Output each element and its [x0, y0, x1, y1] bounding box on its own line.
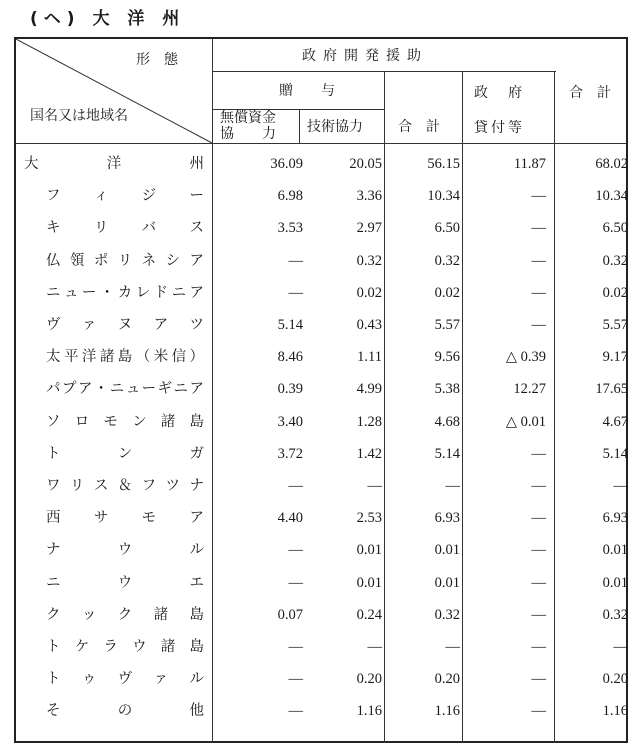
row-name: キ リ バ ス [46, 220, 204, 237]
cell-loan: 12.27 [513, 381, 546, 398]
cell-subtotal: 0.32 [434, 252, 460, 269]
col-divider-subtotal [462, 71, 463, 743]
cell-grant-aid: 36.09 [270, 156, 303, 172]
cell-total: 17.65 [595, 381, 628, 398]
row-name: パ プ ア ・ ニ ュ ー ギ ニ ア [46, 381, 204, 398]
cell-subtotal: 5.14 [434, 445, 460, 462]
header-grantaid-l1: 無償資金 [220, 110, 276, 126]
col-divider-loan [554, 71, 555, 743]
col-divider-name [212, 39, 213, 743]
cell-tech: — [367, 639, 382, 655]
header-diagonal [16, 39, 214, 145]
cell-total: 0.32 [602, 606, 628, 623]
row-name: そ の 他 [46, 703, 204, 720]
header-loan-l2: 貸付等 [474, 120, 525, 136]
cell-tech: 20.05 [349, 156, 382, 172]
cell-subtotal: 0.32 [434, 606, 460, 623]
cell-grant-aid: 6.98 [277, 188, 303, 205]
cell-subtotal: — [445, 478, 460, 494]
cell-subtotal: 6.93 [434, 510, 460, 527]
cell-subtotal: 0.01 [434, 574, 460, 591]
cell-loan: 11.87 [513, 156, 546, 172]
cell-total: 0.32 [602, 252, 628, 269]
cell-tech: 0.01 [356, 574, 382, 591]
header-grantaid-l2: 協 力 [220, 126, 276, 142]
row-name: ニ ウ エ [46, 574, 204, 591]
cell-tech: 0.20 [356, 671, 382, 688]
cell-subtotal: 5.57 [434, 317, 460, 333]
cell-grant-aid: — [288, 542, 303, 559]
cell-total: — [613, 478, 628, 494]
cell-tech: 0.43 [356, 317, 382, 333]
cell-subtotal: 56.15 [427, 156, 460, 172]
cell-total: 4.67 [602, 413, 628, 430]
cell-subtotal: 6.50 [434, 220, 460, 237]
cell-total: 9.17 [602, 349, 628, 366]
cell-total: 5.14 [602, 445, 628, 462]
cell-total: 0.02 [602, 284, 628, 301]
row-name: 西 サ モ ア [46, 510, 204, 527]
cell-subtotal: 0.02 [434, 284, 460, 301]
header-bottom-rule [16, 143, 626, 144]
cell-total: 10.34 [595, 188, 628, 205]
row-name: ヴ ァ ヌ ア ツ [46, 317, 204, 333]
header-subtotal-label: 合 計 [398, 119, 440, 135]
row-name: ト ン ガ [46, 445, 204, 462]
row-name: 太 平 洋 諸 島 （ 米 信 ） [46, 349, 204, 366]
cell-tech: 2.53 [356, 510, 382, 527]
cell-subtotal: 1.16 [434, 703, 460, 720]
cell-loan: — [531, 445, 546, 462]
row-name: ワ リ ス ＆ フ ツ ナ [46, 478, 204, 494]
cell-grant-aid: 3.40 [277, 413, 303, 430]
cell-total: 5.57 [602, 317, 628, 333]
cell-grant-aid: — [288, 671, 303, 688]
cell-subtotal: 0.20 [434, 671, 460, 688]
cell-subtotal: 4.68 [434, 413, 460, 430]
cell-grant-aid: — [288, 639, 303, 655]
row-name: ト ケ ラ ウ 諸 島 [46, 639, 204, 655]
row-name: ソ ロ モ ン 諸 島 [46, 413, 204, 430]
cell-loan: — [531, 220, 546, 237]
header-form-label: 形 態 [136, 52, 178, 68]
cell-loan: — [531, 671, 546, 688]
cell-grant-aid: 5.14 [277, 317, 303, 333]
header-grant-label: 贈 与 [279, 83, 335, 99]
cell-tech: 3.36 [356, 188, 382, 205]
cell-tech: 0.02 [356, 284, 382, 301]
cell-total: 0.01 [602, 574, 628, 591]
cell-total: 0.01 [602, 542, 628, 559]
cell-tech: 0.24 [356, 606, 382, 623]
cell-loan: — [531, 574, 546, 591]
row-name: ナ ウ ル [46, 542, 204, 559]
col-divider-tech [384, 71, 385, 743]
row-name: 大 洋 州 [24, 156, 204, 172]
row-name: ニ ュ ー ・ カ レ ド ニ ア [46, 284, 204, 301]
cell-loan: — [531, 252, 546, 269]
header-oda-label: 政府開発援助 [302, 48, 428, 64]
col-divider-grantaid [299, 109, 300, 143]
cell-grant-aid: — [288, 252, 303, 269]
cell-grant-aid: 4.40 [277, 510, 303, 527]
cell-tech: 1.16 [356, 703, 382, 720]
row-name: ト ゥ ヴ ァ ル [46, 671, 204, 688]
cell-total: 0.20 [602, 671, 628, 688]
cell-tech: 0.32 [356, 252, 382, 269]
cell-subtotal: 0.01 [434, 542, 460, 559]
cell-subtotal: 5.38 [434, 381, 460, 398]
cell-grant-aid: 3.53 [277, 220, 303, 237]
header-tech-label: 技術協力 [307, 119, 363, 135]
cell-grant-aid: 8.46 [277, 349, 303, 366]
cell-loan: — [531, 478, 546, 494]
cell-loan: — [531, 317, 546, 333]
cell-tech: 1.28 [356, 413, 382, 430]
cell-total: 68.02 [595, 156, 628, 172]
cell-subtotal: 9.56 [434, 349, 460, 366]
cell-grant-aid: — [288, 284, 303, 301]
cell-tech: 2.97 [356, 220, 382, 237]
cell-tech: 1.11 [357, 349, 382, 366]
cell-total: 6.50 [602, 220, 628, 237]
cell-tech: 1.42 [356, 445, 382, 462]
row-name: フ ィ ジ ー [46, 188, 204, 205]
cell-grant-aid: — [288, 703, 303, 720]
cell-tech: 4.99 [356, 381, 382, 398]
cell-loan: — [531, 703, 546, 720]
cell-loan: — [531, 542, 546, 559]
section-title: (ヘ) 大 洋 州 [30, 9, 186, 29]
cell-loan: — [531, 188, 546, 205]
cell-total: 1.16 [602, 703, 628, 720]
cell-loan: — [531, 639, 546, 655]
cell-loan: △ 0.39 [505, 349, 546, 366]
cell-grant-aid: 0.07 [277, 606, 303, 623]
cell-tech: — [367, 478, 382, 494]
cell-loan: — [531, 284, 546, 301]
cell-grant-aid: 3.72 [277, 445, 303, 462]
row-name: 仏 領 ポ リ ネ シ ア [46, 252, 204, 269]
header-loan-l1: 政 府 [474, 85, 525, 101]
cell-loan: — [531, 606, 546, 623]
cell-total: — [613, 639, 628, 655]
cell-grant-aid: — [288, 574, 303, 591]
header-total-label: 合 計 [569, 85, 611, 101]
cell-tech: 0.01 [356, 542, 382, 559]
oda-table [14, 37, 628, 743]
header-country-label: 国名又は地域名 [30, 108, 128, 124]
cell-loan: — [531, 510, 546, 527]
cell-grant-aid: — [288, 478, 303, 494]
cell-grant-aid: 0.39 [277, 381, 303, 398]
cell-subtotal: 10.34 [427, 188, 460, 205]
cell-total: 6.93 [602, 510, 628, 527]
row-name: ク ッ ク 諸 島 [46, 606, 204, 623]
cell-loan: △ 0.01 [505, 413, 546, 430]
cell-subtotal: — [445, 639, 460, 655]
